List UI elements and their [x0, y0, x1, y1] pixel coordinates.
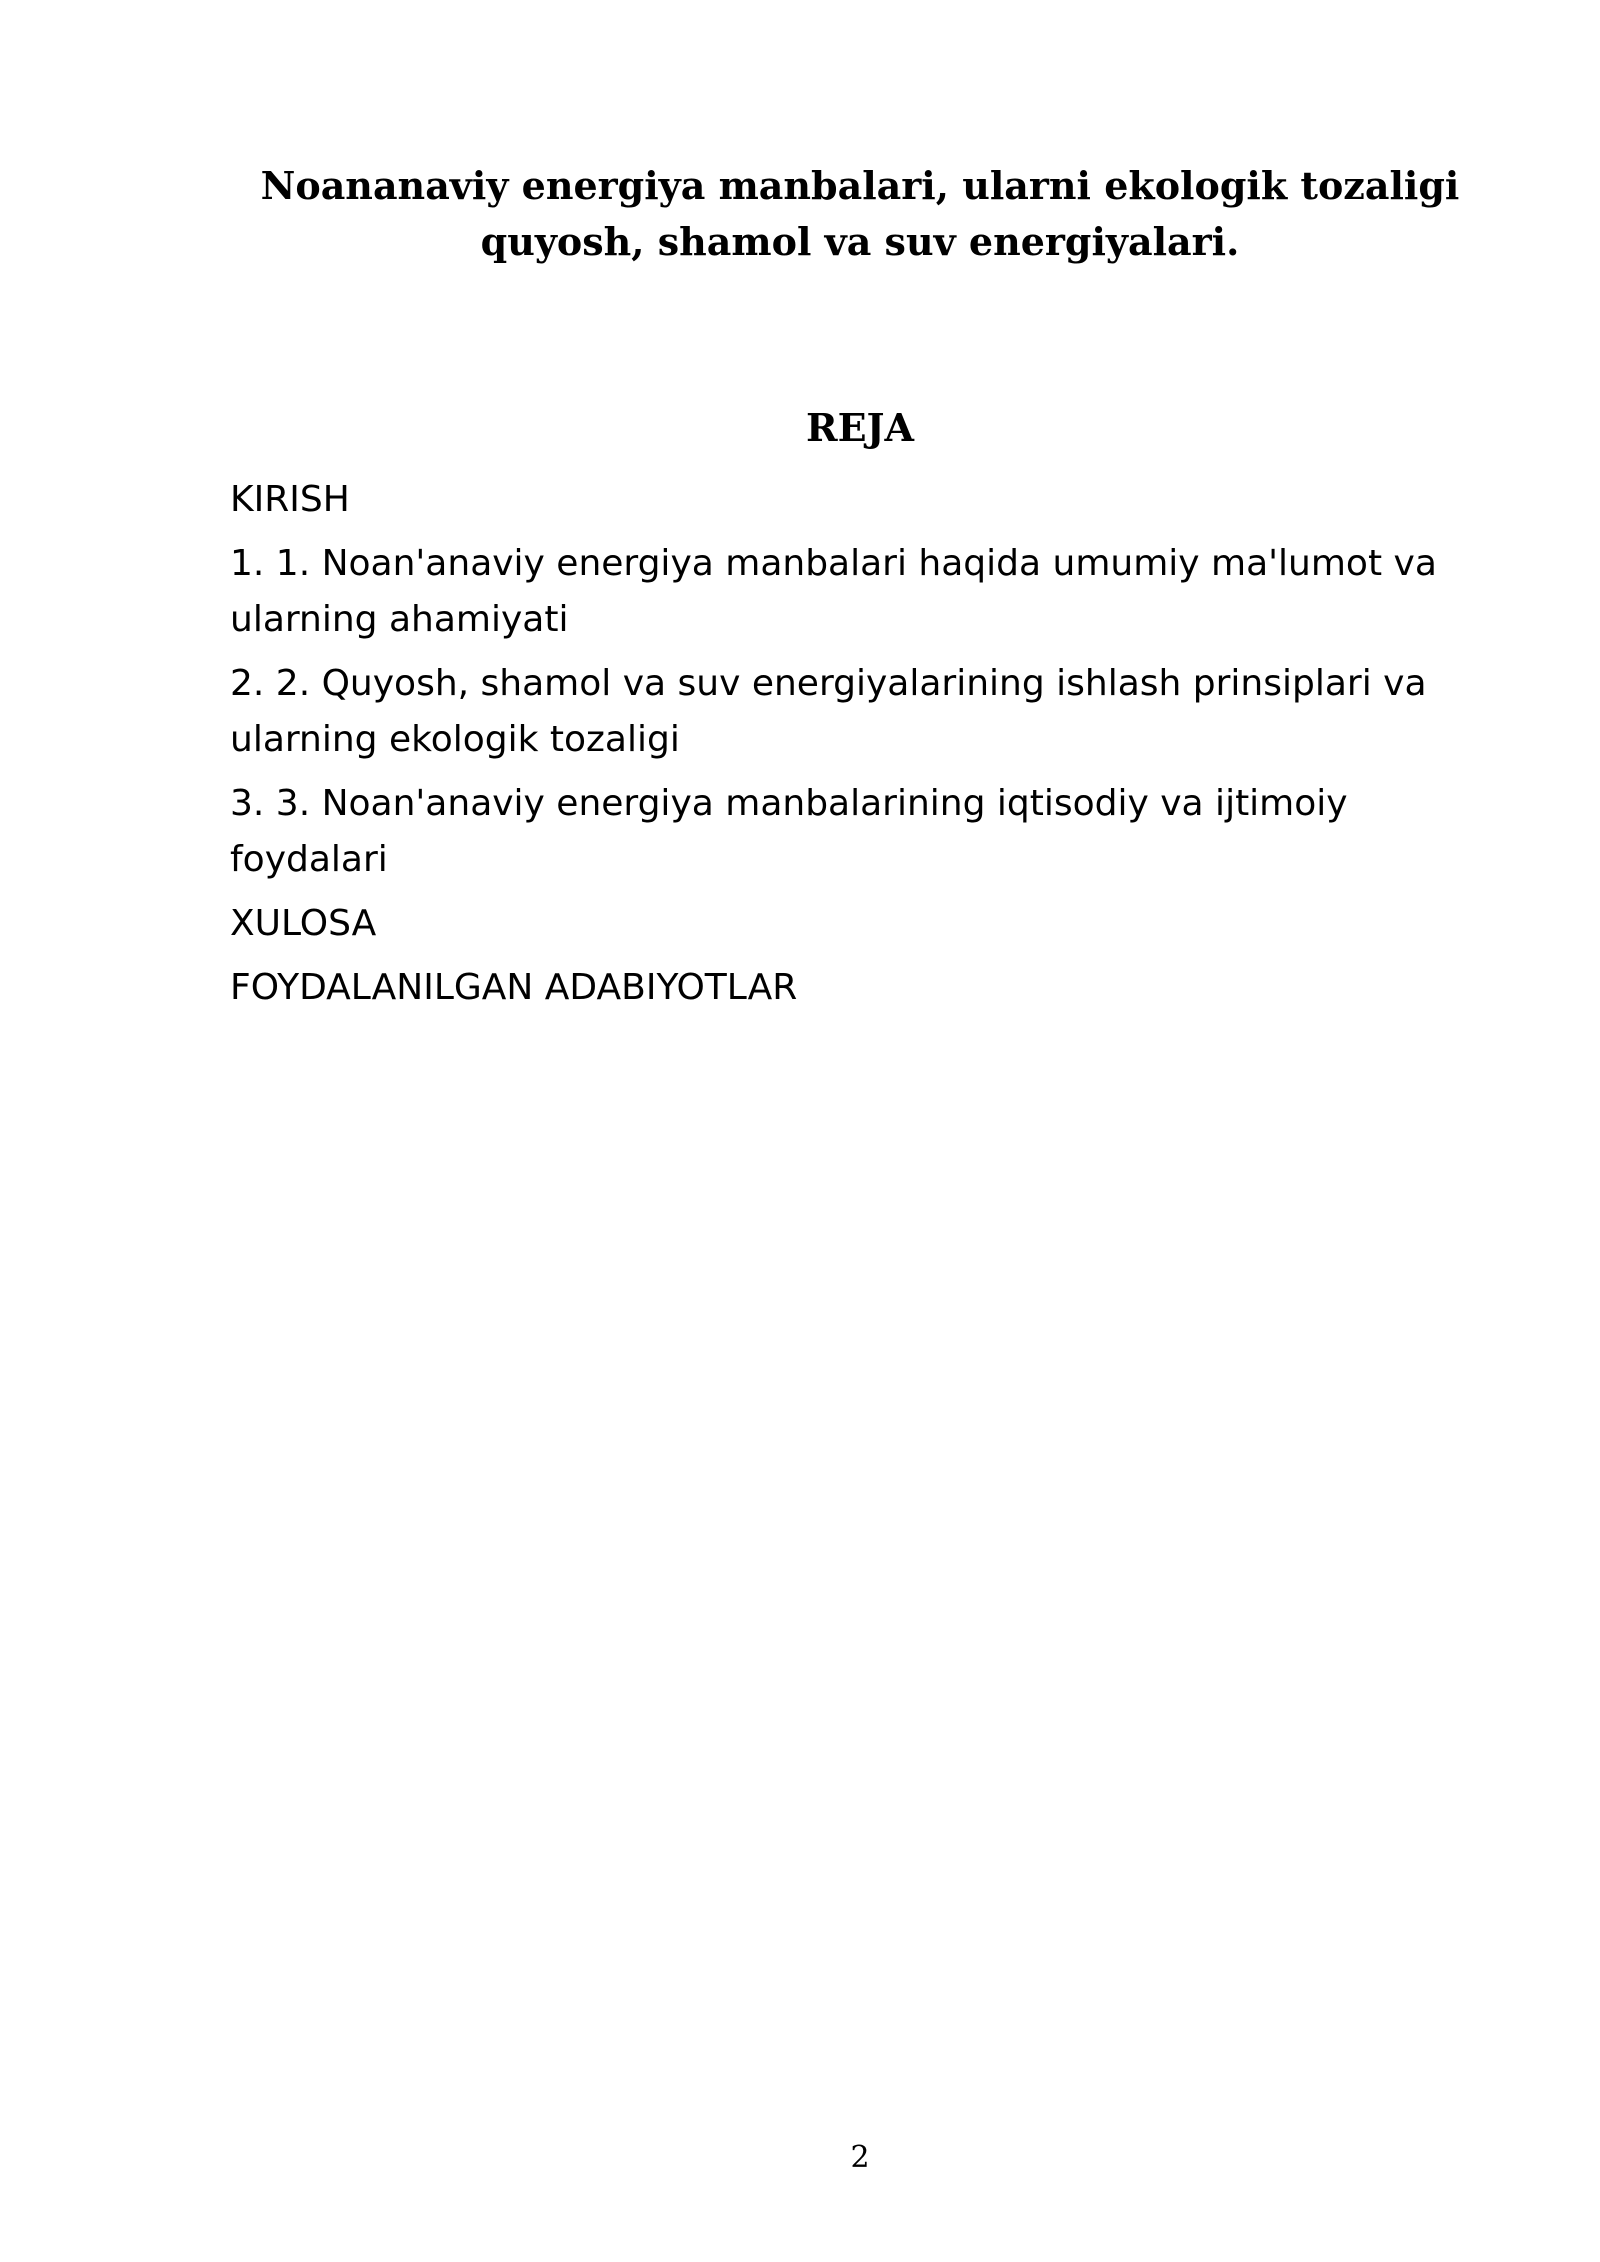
document-title-line-1: Noananaviy energiya manbalari, ularni ekologik tozaligi	[260, 163, 1460, 208]
plan-item-1: 1. 1. Noan'anaviy energiya manbalari haqida umumiy ma'lumot va ularning ahamiyati	[230, 543, 1437, 640]
plan-item-introduction: KIRISH	[230, 479, 350, 520]
plan-list	[230, 472, 1490, 1024]
page-number: 2	[850, 2140, 870, 2175]
plan-item-2: 2. 2. Quyosh, shamol va suv energiyalarining ishlash prinsiplari va ularning ekologik tozaligi	[230, 663, 1427, 760]
plan-item-conclusion: XULOSA	[230, 903, 377, 944]
document-title-line-2: quyosh, shamol va suv energiyalari.	[480, 219, 1240, 264]
document-title	[230, 158, 1490, 270]
plan-heading: REJA	[805, 405, 914, 450]
plan-item-references: FOYDALANILGAN ADABIYOTLAR	[230, 967, 798, 1008]
plan-item-3: 3. 3. Noan'anaviy energiya manbalarining iqtisodiy va ijtimoiy foydalari	[230, 783, 1348, 880]
